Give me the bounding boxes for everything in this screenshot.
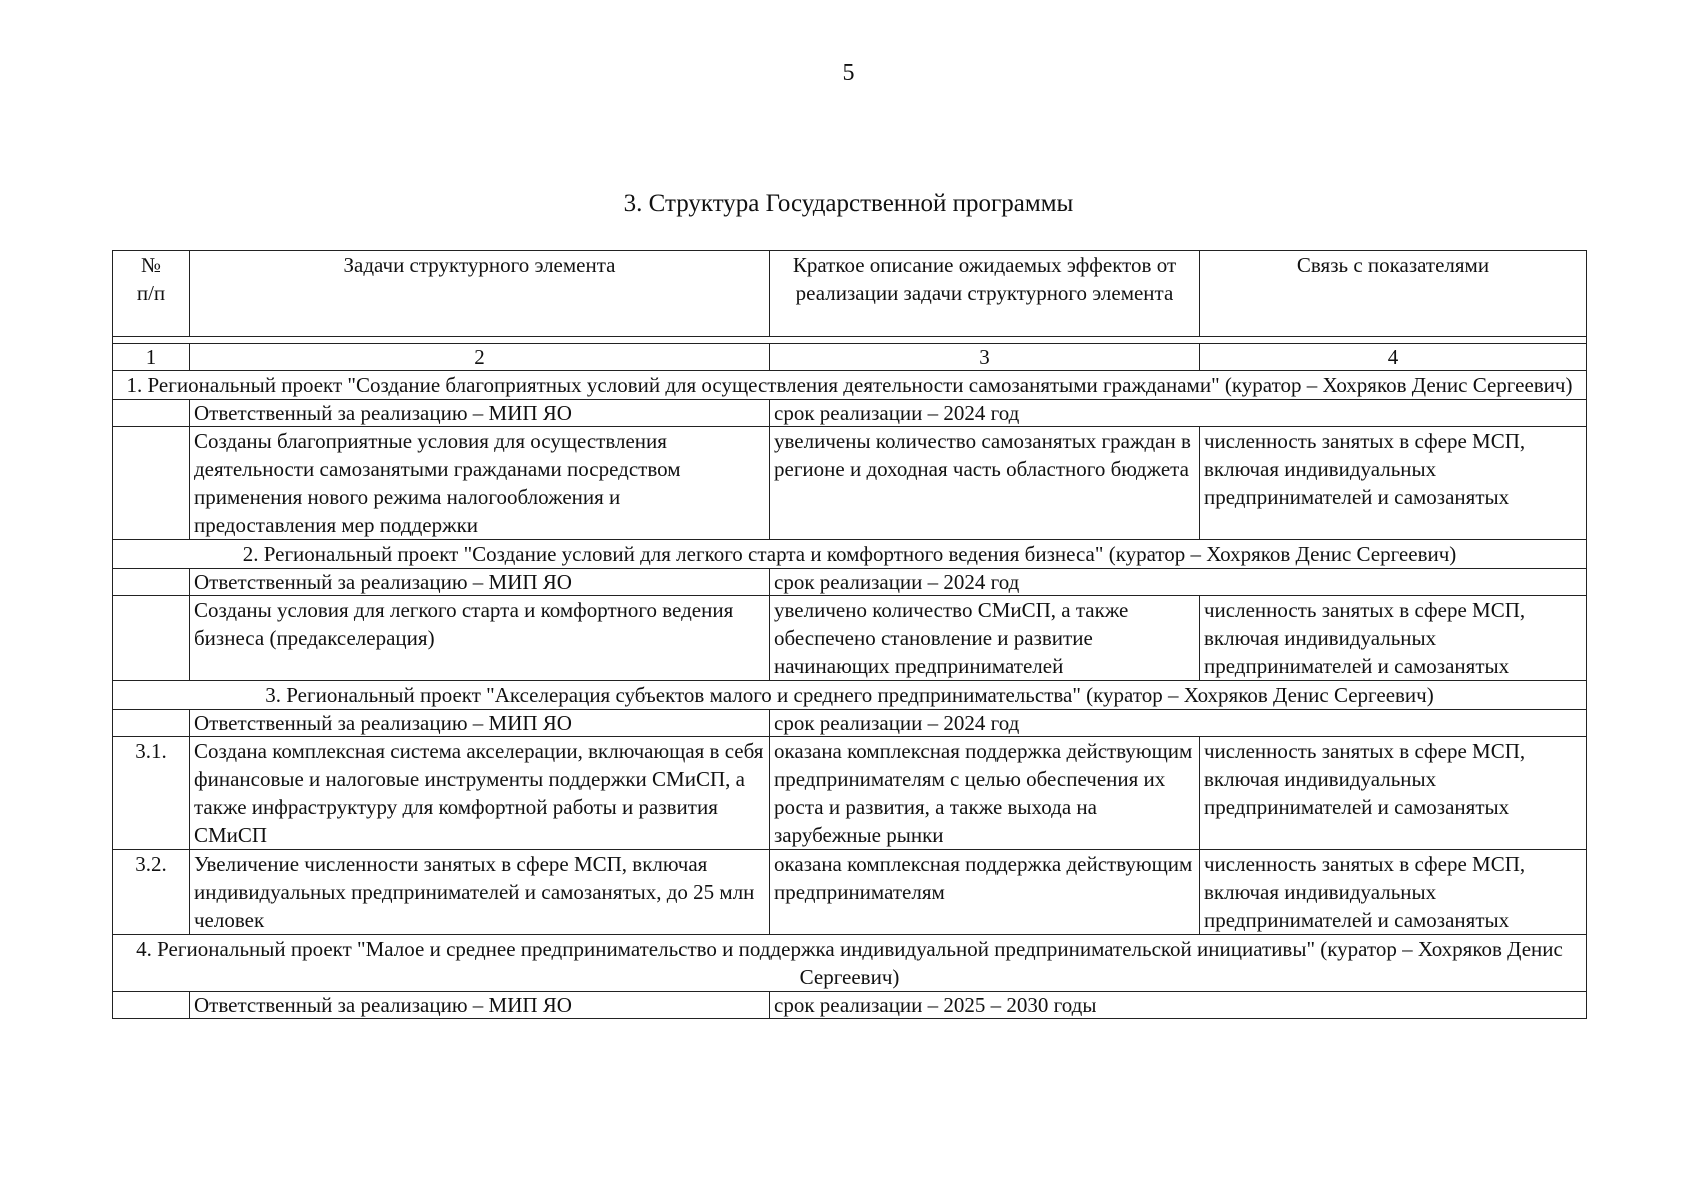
section-3-period: срок реализации – 2024 год <box>770 710 1587 737</box>
task-effect: увеличено количество СМиСП, а также обеспечено становление и развитие начинающих предпринимателей <box>770 596 1200 681</box>
task-row <box>113 850 1587 935</box>
task-indicator: численность занятых в сфере МСП, включая индивидуальных предпринимателей и самозанятых <box>1200 596 1587 681</box>
responsible-row <box>113 992 1587 1019</box>
section-4-responsible: Ответственный за реализацию – МИП ЯО <box>190 992 770 1019</box>
responsible-num-cell <box>113 400 190 427</box>
header-tasks: Задачи структурного элемента <box>190 251 770 337</box>
header-number <box>113 251 190 337</box>
task-number: 3.2. <box>113 850 190 935</box>
document-title: 3. Структура Государственной программы <box>623 190 1074 217</box>
section-2-period: срок реализации – 2024 год <box>770 569 1587 596</box>
header-number-abbrev: п/п <box>136 281 166 305</box>
header-gap <box>113 337 1587 344</box>
task-number <box>113 427 190 540</box>
header-indicators: Связь с показателями <box>1200 251 1587 337</box>
task-number: 3.1. <box>113 737 190 850</box>
task-row <box>113 737 1587 850</box>
section-1-title: 1. Региональный проект "Создание благоприятных условий для осуществления деятельности самозанятыми гражданами" (куратор – Хохряков Денис Сергеевич) <box>113 371 1587 400</box>
task-description: Увеличение численности занятых в сфере МСП, включая индивидуальных предпринимателей и самозанятых, до 25 млн человек <box>190 850 770 935</box>
header-number-symbol: № <box>140 253 162 277</box>
task-description: Созданы условия для легкого старта и комфортного ведения бизнеса (предакселерация) <box>190 596 770 681</box>
task-indicator: численность занятых в сфере МСП, включая индивидуальных предпринимателей и самозанятых <box>1200 427 1587 540</box>
task-description: Созданы благоприятные условия для осуществления деятельности самозанятыми гражданами посредством применения нового режима налогообложения и предоставления мер поддержки <box>190 427 770 540</box>
column-number-2: 2 <box>190 344 770 371</box>
column-number-3: 3 <box>770 344 1200 371</box>
header-effects: Краткое описание ожидаемых эффектов от реализации задачи структурного элемента <box>770 251 1200 337</box>
responsible-num-cell <box>113 992 190 1019</box>
section-1-period: срок реализации – 2024 год <box>770 400 1587 427</box>
section-title-row <box>113 681 1587 710</box>
section-2-responsible: Ответственный за реализацию – МИП ЯО <box>190 569 770 596</box>
section-4-title: 4. Региональный проект "Малое и среднее предпринимательство и поддержка индивидуальной предпринимательской инициативы" (куратор – Хохряков Денис Сергеевич) <box>113 935 1587 992</box>
task-effect: увеличены количество самозанятых граждан в регионе и доходная часть областного бюджета <box>770 427 1200 540</box>
column-number-row <box>113 344 1587 371</box>
responsible-row <box>113 710 1587 737</box>
table-header-row <box>113 251 1587 337</box>
section-4-period: срок реализации – 2025 – 2030 годы <box>770 992 1587 1019</box>
task-row <box>113 596 1587 681</box>
section-1-responsible: Ответственный за реализацию – МИП ЯО <box>190 400 770 427</box>
responsible-row <box>113 569 1587 596</box>
section-title-row <box>113 935 1587 992</box>
section-3-title: 3. Региональный проект "Акселерация субъектов малого и среднего предпринимательства" (куратор – Хохряков Денис Сергеевич) <box>113 681 1587 710</box>
task-effect: оказана комплексная поддержка действующим предпринимателям <box>770 850 1200 935</box>
task-effect: оказана комплексная поддержка действующим предпринимателям с целью обеспечения их роста и развития, а также выхода на зарубежные рынки <box>770 737 1200 850</box>
section-title-row <box>113 540 1587 569</box>
task-description: Создана комплексная система акселерации, включающая в себя финансовые и налоговые инструменты поддержки СМиСП, а также инфраструктуру для комфортной работы и развития СМиСП <box>190 737 770 850</box>
column-number-4: 4 <box>1200 344 1587 371</box>
responsible-num-cell <box>113 569 190 596</box>
column-number-1: 1 <box>113 344 190 371</box>
task-row <box>113 427 1587 540</box>
section-3-responsible: Ответственный за реализацию – МИП ЯО <box>190 710 770 737</box>
responsible-num-cell <box>113 710 190 737</box>
task-indicator: численность занятых в сфере МСП, включая индивидуальных предпринимателей и самозанятых <box>1200 737 1587 850</box>
responsible-row <box>113 400 1587 427</box>
task-indicator: численность занятых в сфере МСП, включая индивидуальных предпринимателей и самозанятых <box>1200 850 1587 935</box>
program-structure-table <box>112 250 1587 1019</box>
section-2-title: 2. Региональный проект "Создание условий для легкого старта и комфортного ведения бизнеса" (куратор – Хохряков Денис Сергеевич) <box>113 540 1587 569</box>
task-number <box>113 596 190 681</box>
page-number: 5 <box>842 60 855 86</box>
section-title-row <box>113 371 1587 400</box>
